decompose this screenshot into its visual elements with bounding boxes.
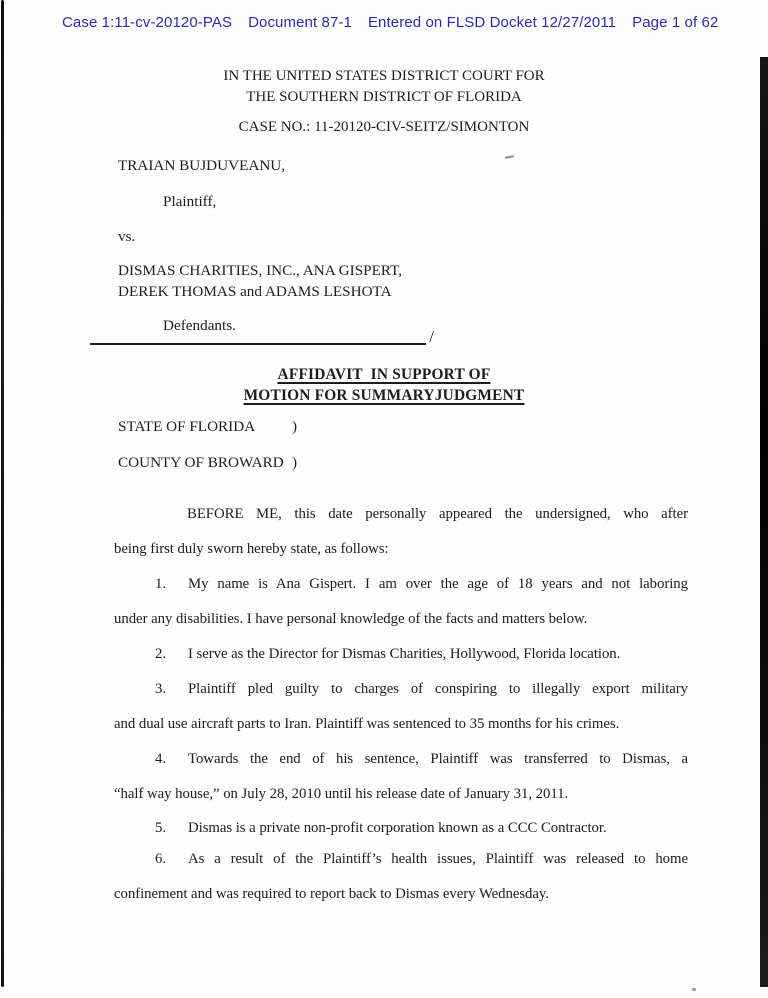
defendants-names-line1: DISMAS CHARITIES, INC., ANA GISPERT, — [118, 262, 403, 279]
stamp-page-number: Page 1 of 62 — [632, 14, 719, 31]
item-text: As a result of the Plaintiff’s health issues, Plaintiff was released to home — [188, 851, 688, 867]
affidavit-item-5-line1 — [114, 817, 607, 839]
item-text: I serve as the Director for Dismas Charities, Hollywood, Florida location. — [188, 646, 621, 662]
pacer-stamp — [62, 14, 718, 31]
stamp-document-number: Document 87-1 — [248, 14, 352, 31]
plaintiff-role: Plaintiff, — [163, 193, 217, 210]
affidavit-item-2-line1 — [114, 643, 620, 665]
venue-county-paren: ) — [292, 454, 298, 471]
affidavit-item-4-line1 — [114, 748, 688, 770]
item-number: 6. — [155, 851, 166, 867]
item-number: 1. — [155, 576, 166, 592]
scan-artifact-dash — [505, 155, 514, 159]
item-number: 5. — [155, 820, 166, 836]
plaintiff-name: TRAIAN BUJDUVEANU, — [118, 157, 286, 174]
defendants-role: Defendants. — [163, 317, 236, 334]
item-text: Plaintiff pled guilty to charges of conspiring to illegally export military — [188, 681, 688, 697]
affidavit-item-6-line1 — [114, 848, 688, 870]
stamp-case-number: Case 1:11-cv-20120-PAS — [62, 14, 233, 31]
caption-separator-line — [90, 327, 434, 346]
item-text: My name is Ana Gispert. I am over the age of 18 years and not laboring — [188, 576, 688, 592]
stamp-docket-entry: Entered on FLSD Docket 12/27/2011 — [367, 14, 617, 31]
defendants-names-line2: DEREK THOMAS and ADAMS LESHOTA — [118, 283, 392, 300]
item-number: 2. — [155, 646, 166, 662]
venue-state-label: STATE OF FLORIDA — [118, 418, 256, 435]
affidavit-item-1-line2: under any disabilities. I have personal knowledge of the facts and matters below. — [114, 611, 588, 627]
affidavit-item-3-line2: and dual use aircraft parts to Iran. Plaintiff was sentenced to 35 months for his crimes. — [114, 716, 620, 732]
affidavit-intro-line2: being first duly sworn hereby state, as follows: — [114, 541, 389, 557]
item-text: Towards the end of his sentence, Plaintiff was transferred to Dismas, a — [188, 751, 688, 767]
affidavit-item-1-line1 — [114, 573, 688, 595]
affidavit-item-3-line1 — [114, 678, 688, 700]
court-name-line1: IN THE UNITED STATES DISTRICT COURT FOR — [223, 68, 545, 84]
item-number: 3. — [155, 681, 166, 697]
affidavit-item-4-line2: “half way house,” on July 28, 2010 until his release date of January 31, 2011. — [114, 786, 569, 802]
caption-separator-slash: / — [429, 327, 434, 346]
scan-edge-left — [1, 0, 4, 987]
scan-artifact-speck — [692, 988, 696, 991]
court-name-line2: THE SOUTHERN DISTRICT OF FLORIDA — [246, 89, 522, 105]
venue-county-line — [118, 452, 297, 474]
case-number-line: CASE NO.: 11-20120-CIV-SEITZ/SIMONTON — [238, 119, 530, 135]
versus-label: vs. — [118, 228, 136, 245]
document-title-line2: MOTION FOR SUMMARYJUDGMENT — [243, 387, 525, 404]
document-title-line1: AFFIDAVIT IN SUPPORT OF — [277, 366, 491, 383]
venue-state-paren: ) — [292, 418, 298, 435]
affidavit-intro-line1: BEFORE ME, this date personally appeared the undersigned, who after — [187, 506, 688, 522]
affidavit-item-6-line2: confinement and was required to report back to Dismas every Wednesday. — [114, 886, 549, 902]
venue-county-label: COUNTY OF BROWARD — [118, 454, 284, 471]
scan-edge-right — [760, 57, 768, 987]
item-number: 4. — [155, 751, 166, 767]
venue-state-line — [118, 416, 297, 438]
item-text: Dismas is a private non-profit corporation known as a CCC Contractor. — [188, 820, 607, 836]
